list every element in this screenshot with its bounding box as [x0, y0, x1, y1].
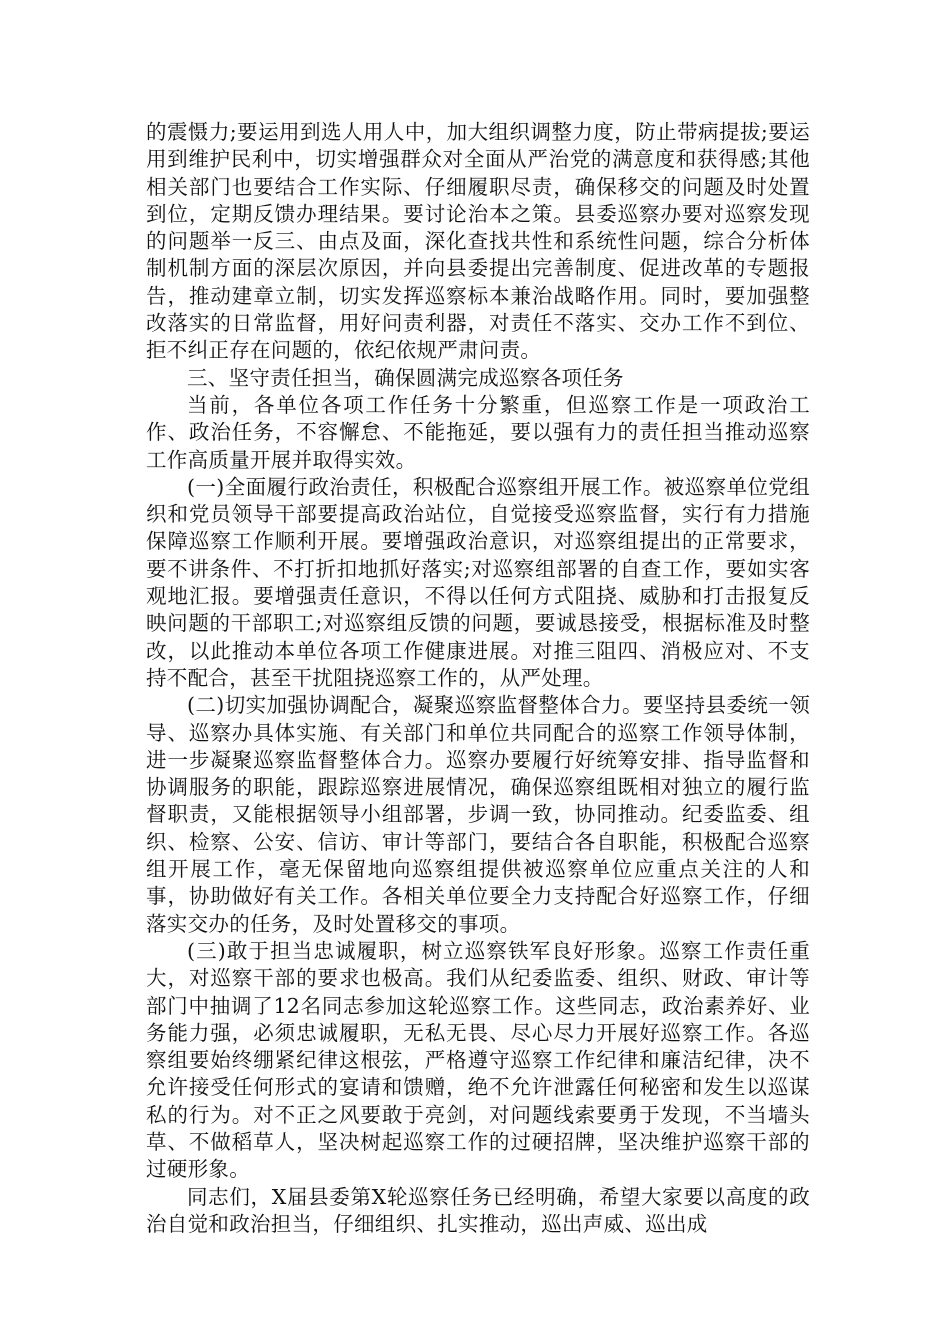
- paragraph-6: 同志们，X届县委第X轮巡察任务已经明确，希望大家要以高度的政治自觉和政治担当，仔细组织、扎实推动，巡出声威、巡出成: [146, 1184, 810, 1236]
- paragraph-5: (三)敢于担当忠诚履职，树立巡察铁军良好形象。巡察工作责任重大，对巡察干部的要求也极高。我们从纪委监委、组织、财政、审计等部门中抽调了12名同志参加这轮巡察工作。这些同志，政治素养好、业务能力强，必须忠诚履职，无私无畏、尽心尽力开展好巡察工作。各巡察组要始终绷紧纪律这根弦，严格遵守巡察工作纪律和廉洁纪律，决不允许接受任何形式的宴请和馈赠，绝不允许泄露任何秘密和发生以巡谋私的行为。对不正之风要敢于亮剑，对问题线索要勇于发现，不当墙头草、不做稻草人，坚决树起巡察工作的过硬招牌，坚决维护巡察干部的过硬形象。: [146, 938, 810, 1182]
- section-heading: 三、坚守责任担当，确保圆满完成巡察各项任务: [187, 365, 624, 390]
- paragraph-2: 当前，各单位各项工作任务十分繁重，但巡察工作是一项政治工作、政治任务，不容懈怠、不能拖延，要以强有力的责任担当推动巡察工作高质量开展并取得实效。: [146, 392, 810, 472]
- paragraph-4: (二)切实加强协调配合，凝聚巡察监督整体合力。要坚持县委统一领导、巡察办具体实施、有关部门和单位共同配合的巡察工作领导体制，进一步凝聚巡察监督整体合力。巡察办要履行好统筹安排、指导监督和协调服务的职能，跟踪巡察进展情况，确保巡察组既相对独立的履行监督职责，又能根据领导小组部署，步调一致，协同推动。纪委监委、组织、检察、公安、信访、审计等部门，要结合各自职能，积极配合巡察组开展工作，毫无保留地向巡察组提供被巡察单位应重点关注的人和事，协助做好有关工作。各相关单位要全力支持配合好巡察工作，仔细落实交办的任务，及时处置移交的事项。: [146, 693, 810, 936]
- paragraph-1: 的震慑力;要运用到选人用人中，加大组织调整力度，防止带病提拔;要运用到维护民利中，切实增强群众对全面从严治党的满意度和获得感;其他相关部门也要结合工作实际、仔细履职尽责，确保移交的问题及时处置到位，定期反馈办理结果。要讨论治本之策。县委巡察办要对巡察发现的问题举一反三、由点及面，深化查找共性和系统性问题，综合分析体制机制方面的深层次原因，并向县委提出完善制度、促进改革的专题报告，推动建章立制，切实发挥巡察标本兼治战略作用。同时，要加强整改落实的日常监督，用好问责利器，对责任不落实、交办工作不到位、拒不纠正存在问题的，依纪依规严肃问责。: [146, 120, 810, 363]
- document-body: [146, 119, 810, 1238]
- paragraph-3: (一)全面履行政治责任，积极配合巡察组开展工作。被巡察单位党组织和党员领导干部要提高政治站位，自觉接受巡察监督，实行有力措施保障巡察工作顺利开展。要增强政治意识，对巡察组提出的正常要求，要不讲条件、不打折扣地抓好落实;对巡察组部署的自查工作，要如实客观地汇报。要增强责任意识，不得以任何方式阻挠、威胁和打击报复反映问题的干部职工;对巡察组反馈的问题，要诚恳接受，根据标准及时整改，以此推动本单位各项工作健康进展。对推三阻四、消极应对、不支持不配合，甚至干扰阻挠巡察工作的，从严处理。: [146, 474, 810, 690]
